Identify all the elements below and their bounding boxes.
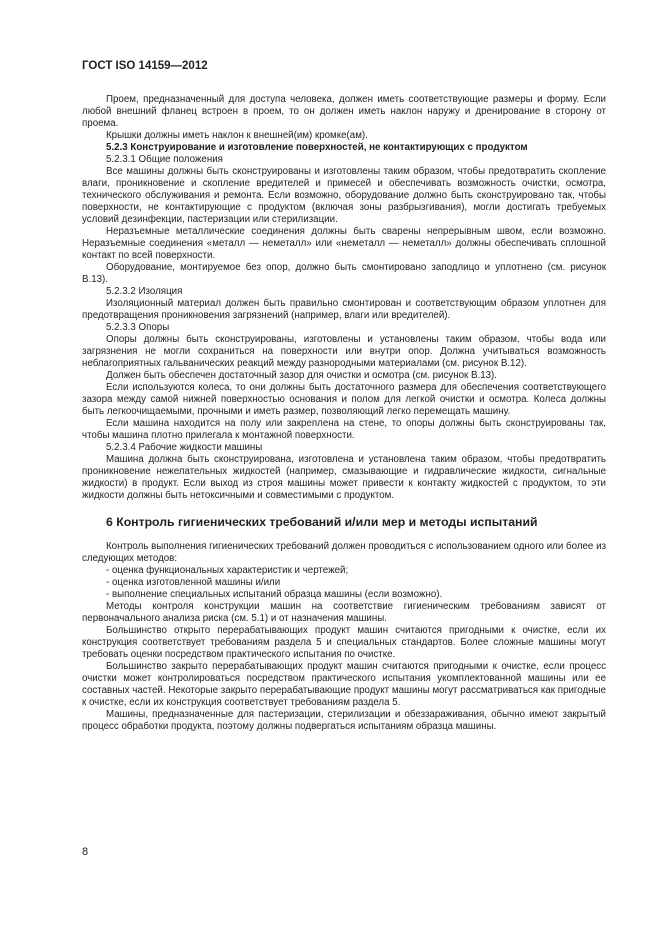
document-header: ГОСТ ISO 14159—2012	[82, 60, 208, 72]
paragraph-6-d: Машины, предназначенные для пастеризации, стерилизации и обеззараживания, обычно имеют закрытый процесс обработки продукта, поэтому должны подвергаться испытаниям образца машины.	[82, 709, 606, 732]
paragraph-5-2-3-3-d: Если машина находится на полу или закреплена на стене, то опоры должны быть сконструированы так, чтобы машина плотно прилегала к монтажной поверхности.	[82, 418, 606, 441]
section-5-2-3-4-heading: 5.2.3.4 Рабочие жидкости машины	[106, 442, 263, 453]
section-5-2-3-heading: 5.2.3 Конструирование и изготовление поверхностей, не контактирующих с продуктом	[106, 142, 528, 153]
paragraph-5-2-3-4: Машина должна быть сконструирована, изготовлена и установлена таким образом, чтобы предотвратить проникновение нежелательных жидкостей (например, смазывающие и гидравлические жидкости, сигнальные жидкости) в продукт. Если выход из строя машины может привести к контакту жидкостей с продуктом, то эти жидкости должны быть нетоксичными и совместимыми с продуктом.	[82, 454, 606, 501]
paragraph-5-2-3-2: Изоляционный материал должен быть правильно смонтирован и соответствующим образом уплотнен для предотвращения проникновения загрязнений (например, влаги или вредителей).	[82, 298, 606, 321]
section-5-2-3-3-heading: 5.2.3.3 Опоры	[106, 322, 170, 333]
paragraph-lids: Крышки должны иметь наклон к внешней(им) кромке(ам).	[106, 130, 368, 141]
paragraph-6-a: Методы контроля конструкции машин на соответствие гигиеническим требованиям зависят от первоначального анализа риска (см. 5.1) и от назначения машины.	[82, 601, 606, 624]
list-item: - выполнение специальных испытаний образца машины (если возможно).	[82, 589, 606, 601]
list-item: - оценка изготовленной машины и/или	[82, 577, 606, 589]
section-6-heading: 6 Контроль гигиенических требований и/или мер и методы испытаний	[106, 515, 538, 529]
list-item: - оценка функциональных характеристик и чертежей;	[82, 565, 606, 577]
paragraph-5-2-3-1-a: Все машины должны быть сконструированы и изготовлены таким образом, чтобы предотвратить скопление влаги, проникновение и скопление вредителей и примесей и обеспечивать возможность очистки, осмотра, технического обслуживания и ремонта. Если возможно, оборудование должно быть сконструировано так, чтобы поверхности, не контактирующие с продуктом (включая зоны разбрызгивания), могли достигать требуемых условий дезинфекции, пастеризации или стерилизации.	[82, 166, 606, 225]
paragraph-6-c: Большинство закрыто перерабатывающих продукт машин считаются пригодными к очистке, если процесс очистки может контролироваться посредством практического испытания укомплектованной машины или ее составных частей. Некоторые закрыто перерабатывающие продукт машины могут рассматриваться как пригодные к очистке, если их конструкция соответствует требованиям раздела 5.	[82, 661, 606, 708]
page-content	[82, 94, 606, 733]
paragraph-5-2-3-1-c: Оборудование, монтируемое без опор, должно быть смонтировано заподлицо и уплотнено (см. рисунок В.13).	[82, 262, 606, 285]
paragraph-6-b: Большинство открыто перерабатывающих продукт машин считаются пригодными к очистке, если их конструкция соответствует требованиям раздела 5 и специальных стандартов. Более сложные машины могут требовать оценки посредством практического испытания по очистке.	[82, 625, 606, 660]
paragraph-5-2-3-1-b: Неразъемные металлические соединения должны быть сварены непрерывным швом, если возможно. Неразъемные соединения «металл — неметалл» или «неметалл — неметалл» должны обеспечивать сплошной контакт по всей поверхности.	[82, 226, 606, 261]
paragraph-6-intro: Контроль выполнения гигиенических требований должен проводиться с использованием одного или более из следующих методов:	[82, 541, 606, 564]
paragraph-5-2-3-3-c: Если используются колеса, то они должны быть достаточного размера для обеспечения соответствующего зазора между самой нижней поверхностью основания и полом для легкой очистки и осмотра. Колеса должны быть легкоочищаемыми, прочными и иметь размер, позволяющий легко перемещать машину.	[82, 382, 606, 417]
section-5-2-3-1-heading: 5.2.3.1 Общие положения	[106, 154, 223, 165]
paragraph-opening: Проем, предназначенный для доступа человека, должен иметь соответствующие размеры и форму. Если любой внешний фланец встроен в проем, то он должен иметь наклон наружу и дренирование в сторону от проема.	[82, 94, 606, 129]
paragraph-5-2-3-3-b: Должен быть обеспечен достаточный зазор для очистки и осмотра (см. рисунок В.13).	[106, 370, 498, 381]
paragraph-5-2-3-3-a: Опоры должны быть сконструированы, изготовлены и установлены таким образом, чтобы вода или загрязнения не могли сохраниться на поверхности или внутри опор. Должна учитываться возможность неблагоприятных гальванических реакций между разнородными материалами (см. рисунок В.12).	[82, 334, 606, 369]
section-5-2-3-2-heading: 5.2.3.2 Изоляция	[106, 286, 183, 297]
page-number: 8	[82, 846, 89, 858]
